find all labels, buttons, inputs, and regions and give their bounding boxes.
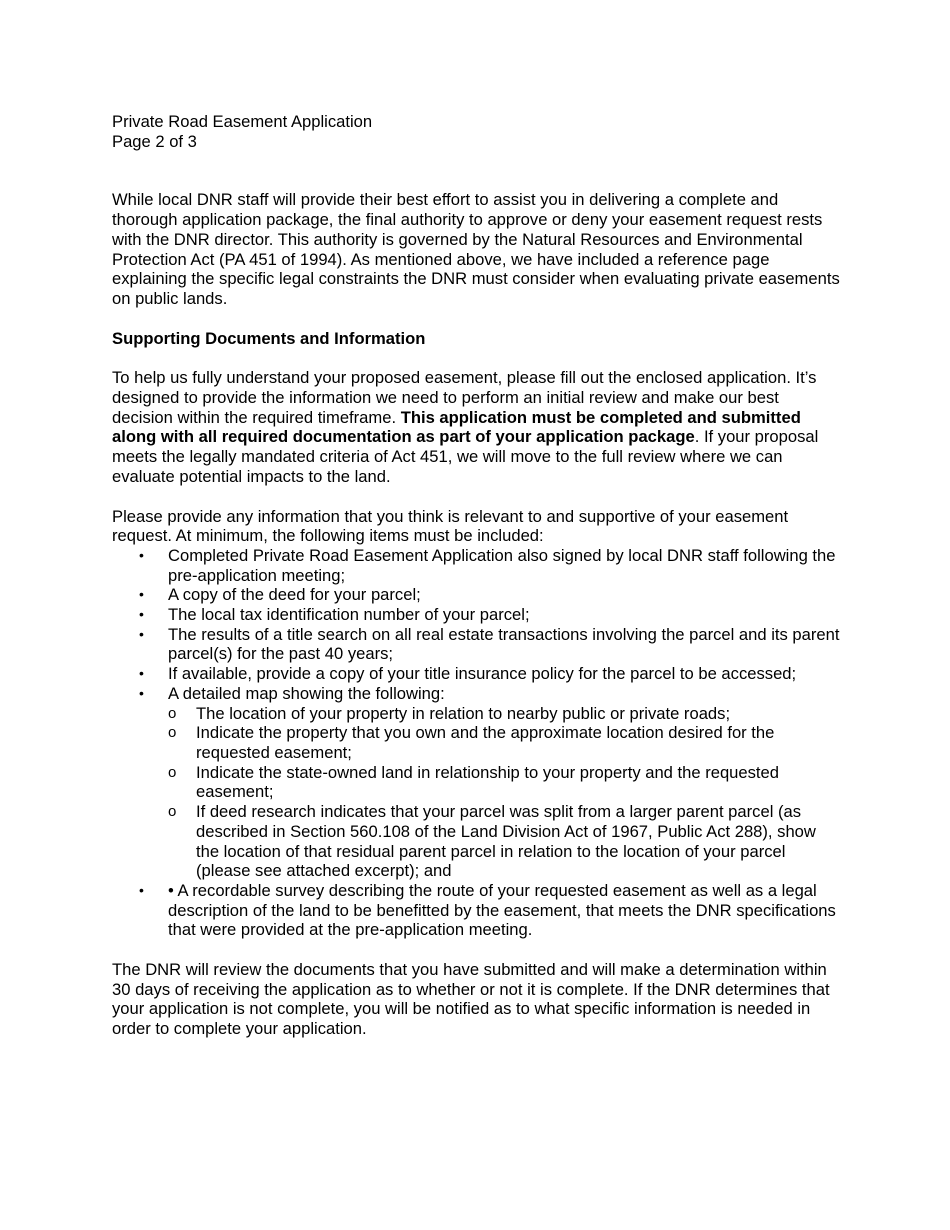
list-item [112,605,840,625]
bullet-icon: • [139,665,144,682]
requirements-intro-paragraph: Please provide any information that you think is relevant to and supportive of your easement request. At minimum, the following items must be included: [112,506,789,546]
requirements-list [112,546,840,940]
sub-list-item-text: The location of your property in relation to nearby public or private roads; [196,703,731,723]
list-item-text: The local tax identification number of your parcel; [168,605,530,625]
hollow-bullet-icon: o [168,763,177,781]
list-item-text: Completed Private Road Easement Application also signed by local DNR staff following the pre-application meeting; [168,545,836,585]
list-item-text: If available, provide a copy of your title insurance policy for the parcel to be accessed; [168,664,797,684]
section-heading: Supporting Documents and Information [112,328,426,348]
sub-list-item [168,723,840,762]
bullet-icon: • [139,881,144,898]
bullet-icon: • [139,546,144,563]
sub-list-item-text: If deed research indicates that your parcel was split from a larger parent parcel (as described in Section 560.108 of the Land Division Act of 1967, Public Act 288), show the location of that residual parent parcel in relation to the location of your parcel (please see attached excerpt); and [196,802,816,881]
list-item-text: A detailed map showing the following: [168,683,445,703]
hollow-bullet-icon: o [168,704,177,722]
list-item [112,684,840,881]
document-page [112,112,840,1039]
list-item [112,585,840,605]
sub-list-item-text: Indicate the property that you own and the approximate location desired for the requested easement; [196,723,775,762]
list-item [112,546,840,585]
page-number: Page 2 of 3 [112,131,197,151]
application-requirement-bold: This application must be completed and submitted along with all required documentation as part of your application package [112,407,801,447]
sub-list-item-text: Indicate the state-owned land in relationship to your property and the requested easement; [196,762,780,802]
document-title: Private Road Easement Application [112,112,373,131]
sub-list-item [168,763,840,802]
closing-paragraph: The DNR will review the documents that you have submitted and will make a determination within 30 days of receiving the application as to whether or not it is complete. If the DNR determines that your application is not complete, you will be notified as to what specific information is needed in order to complete your application. [112,960,830,1039]
list-item-text: The results of a title search on all real estate transactions involving the parcel and its parent parcel(s) for the past 40 years; [168,624,840,664]
map-requirements-sublist [168,704,840,881]
list-item-text: A copy of the deed for your parcel; [168,585,421,605]
bullet-icon: • [139,684,144,701]
list-item [112,881,840,940]
bullet-icon: • [139,586,144,603]
hollow-bullet-icon: o [168,803,177,821]
bullet-icon: • [139,625,144,642]
list-item [112,664,840,684]
hollow-bullet-icon: o [168,724,177,742]
application-paragraph-text: To help us fully understand your proposed easement, please fill out the enclosed application. It’s designed to provide the information we need to perform an initial review and make our best decision within the required timeframe. [112,368,817,427]
list-item-text: • A recordable survey describing the route of your requested easement as well as a legal description of the land to be benefitted by the easement, that meets the DNR specifications that were provided at the pre-application meeting. [168,880,836,940]
sub-list-item [168,704,840,724]
sub-list-item [168,802,840,881]
application-paragraph [112,368,840,486]
bullet-icon: • [139,606,144,623]
application-paragraph-tail: . If your proposal meets the legally mandated criteria of Act 451, we will move to the full review where we can evaluate potential impacts to the land. [112,427,819,486]
list-item [112,625,840,664]
intro-paragraph: While local DNR staff will provide their best effort to assist you in delivering a complete and thorough application package, the final authority to approve or deny your easement request rests with the DNR director. This authority is governed by the Natural Resources and Environmental Protection Act (PA 451 of 1994). As mentioned above, we have included a reference page explaining the specific legal constraints the DNR must consider when evaluating private easements on public lands. [112,190,840,308]
